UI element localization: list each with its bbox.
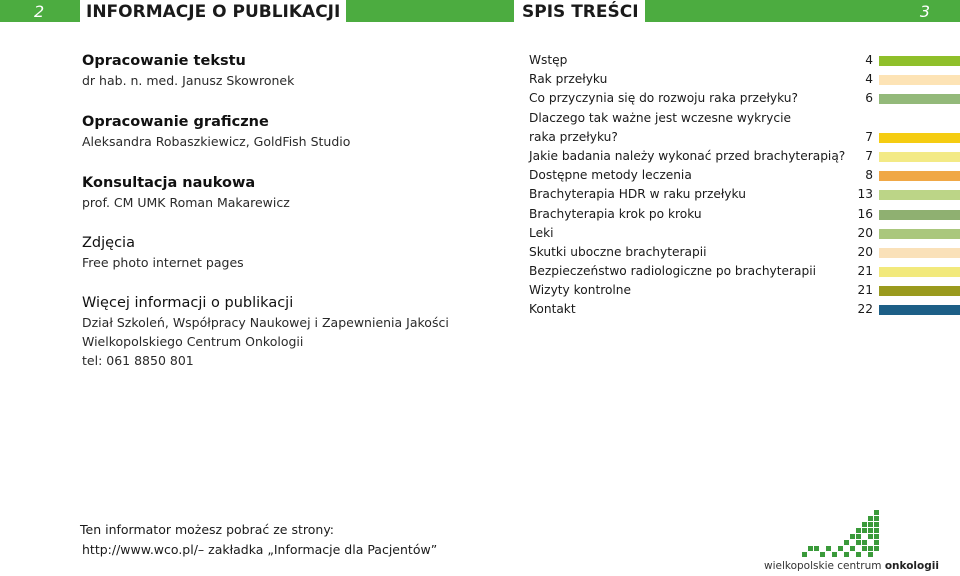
- wco-logo: [764, 510, 944, 570]
- left-page-number: 2: [34, 2, 45, 21]
- logo-pixel: [862, 528, 867, 533]
- toc-entry-page: 20: [857, 244, 873, 259]
- logo-text-bold: onkologii: [884, 560, 939, 572]
- info-heading: Opracowanie graficzne: [82, 114, 269, 130]
- toc-entry-title: Dostępne metody leczenia: [529, 168, 692, 183]
- toc-entry[interactable]: [529, 109, 960, 128]
- logo-pixel: [874, 516, 879, 521]
- download-info-text: Ten informator możesz pobrać ze strony:: [80, 522, 335, 537]
- toc-entry[interactable]: [529, 147, 960, 166]
- info-line: tel: 061 8850 801: [82, 353, 194, 368]
- logo-pixel: [874, 534, 879, 539]
- right-page-number: 3: [919, 2, 930, 21]
- toc-entry-title: Leki: [529, 225, 554, 240]
- info-heading: Opracowanie tekstu: [82, 53, 246, 69]
- info-line: prof. CM UMK Roman Makarewicz: [82, 195, 290, 210]
- toc-color-bar: [879, 94, 960, 104]
- logo-pixel: [874, 510, 879, 515]
- info-line: Dział Szkoleń, Współpracy Naukowej i Zapewnienia Jakości: [82, 315, 449, 330]
- toc-entry[interactable]: [529, 224, 960, 243]
- logo-pixel: [814, 546, 819, 551]
- toc-entry-title: Wstęp: [529, 53, 568, 67]
- info-section-consultation: [82, 173, 290, 212]
- toc-color-bar: [879, 286, 960, 296]
- logo-pixel: [862, 540, 867, 545]
- toc-color-bar: [879, 248, 960, 258]
- toc-entry-page: 21: [857, 283, 873, 298]
- toc-color-bar: [879, 190, 960, 200]
- toc-color-bar: [879, 210, 960, 220]
- toc-entry[interactable]: [529, 166, 960, 185]
- toc-entry-page: 21: [857, 264, 873, 279]
- info-section-text: [82, 51, 294, 90]
- info-line: Wielkopolskiego Centrum Onkologii: [82, 334, 304, 349]
- logo-pixel: [844, 540, 849, 545]
- logo-pixel: [874, 546, 879, 551]
- toc-entry-title: Kontakt: [529, 302, 576, 317]
- toc-entry-title: Brachyterapia HDR w raku przełyku: [529, 187, 746, 202]
- logo-pixel: [862, 546, 867, 551]
- logo-pixel: [868, 534, 873, 539]
- toc-entry-page: 4: [865, 53, 873, 67]
- toc-entry-page: 22: [857, 302, 873, 317]
- toc-entry-page: 6: [865, 91, 873, 106]
- info-heading: Konsultacja naukowa: [82, 175, 256, 191]
- download-info: [80, 520, 437, 560]
- toc-entry-page: 13: [857, 187, 873, 202]
- toc-entry-title: Skutki uboczne brachyterapii: [529, 244, 707, 259]
- toc-entry-page: 7: [865, 129, 873, 144]
- toc-entry-title: Brachyterapia krok po kroku: [529, 206, 702, 221]
- logo-pixel: [856, 540, 861, 545]
- logo-pixel: [820, 552, 825, 557]
- toc-entry[interactable]: [529, 185, 960, 204]
- toc-entry[interactable]: [529, 262, 960, 281]
- toc-color-bar: [879, 152, 960, 162]
- logo-pixel: [838, 546, 843, 551]
- toc-entry[interactable]: [529, 89, 960, 108]
- toc-entry[interactable]: [529, 243, 960, 262]
- toc-entry-page: 8: [865, 168, 873, 183]
- toc-entry-title: raka przełyku?: [529, 129, 618, 144]
- table-of-contents: [529, 51, 960, 320]
- logo-pixel: [856, 534, 861, 539]
- toc-entry[interactable]: [529, 128, 960, 147]
- logo-pixel: [844, 552, 849, 557]
- logo-pixel: [868, 552, 873, 557]
- logo-pixel: [856, 528, 861, 533]
- logo-pixel: [850, 534, 855, 539]
- logo-pixel: [850, 546, 855, 551]
- toc-color-bar: [879, 229, 960, 239]
- toc-entry[interactable]: [529, 281, 960, 300]
- logo-pixel: [826, 546, 831, 551]
- logo-pixel: [868, 522, 873, 527]
- toc-entry[interactable]: [529, 300, 960, 319]
- toc-entry-title: Rak przełyku: [529, 72, 608, 87]
- logo-pixel: [832, 552, 837, 557]
- info-line: Free photo internet pages: [82, 255, 244, 270]
- logo-pixel: [874, 522, 879, 527]
- download-link[interactable]: http://www.wco.pl/– zakładka „Informacje dla Pacjentów”: [82, 542, 438, 557]
- toc-entry-title: Jakie badania należy wykonać przed brachyterapią?: [529, 148, 846, 163]
- toc-color-bar: [879, 305, 960, 315]
- toc-color-bar: [879, 133, 960, 143]
- toc-entry[interactable]: [529, 205, 960, 224]
- logo-pixel: [862, 522, 867, 527]
- toc-color-bar: [879, 56, 960, 66]
- toc-entry-page: 16: [857, 206, 873, 221]
- logo-pixel: [874, 540, 879, 545]
- toc-color-bar: [879, 267, 960, 277]
- toc-color-bar: [879, 171, 960, 181]
- logo-pixel: [874, 528, 879, 533]
- toc-entry[interactable]: [529, 70, 960, 89]
- right-page-title: SPIS TREŚCI: [516, 0, 645, 22]
- info-line: Aleksandra Robaszkiewicz, GoldFish Studio: [82, 134, 351, 149]
- info-section-graphic: [82, 112, 350, 151]
- toc-entry-page: 20: [857, 225, 873, 240]
- info-section-more: [82, 293, 449, 370]
- toc-entry-title: Dlaczego tak ważne jest wczesne wykrycie: [529, 110, 791, 125]
- left-page-title: INFORMACJE O PUBLIKACJI: [80, 0, 346, 22]
- logo-pixel: [868, 546, 873, 551]
- logo-pixel: [802, 552, 807, 557]
- logo-pixel: [868, 516, 873, 521]
- toc-entry-title: Co przyczynia się do rozwoju raka przełyku?: [529, 91, 798, 106]
- toc-color-bar: [879, 75, 960, 85]
- toc-entry-page: 4: [865, 72, 873, 87]
- info-heading: Zdjęcia: [82, 235, 135, 251]
- info-heading: Więcej informacji o publikacji: [82, 295, 294, 311]
- toc-entry-title: Wizyty kontrolne: [529, 283, 632, 298]
- info-section-photos: [82, 233, 244, 272]
- logo-pixel: [868, 528, 873, 533]
- toc-entry[interactable]: [529, 51, 960, 70]
- toc-entry-page: 7: [865, 148, 873, 163]
- logo-text-normal: wielkopolskie centrum: [764, 560, 885, 572]
- logo-pixel: [856, 552, 861, 557]
- logo-text: [764, 560, 939, 572]
- info-line: dr hab. n. med. Janusz Skowronek: [82, 73, 295, 88]
- toc-entry-title: Bezpieczeństwo radiologiczne po brachyterapii: [529, 264, 817, 279]
- logo-pixel: [808, 546, 813, 551]
